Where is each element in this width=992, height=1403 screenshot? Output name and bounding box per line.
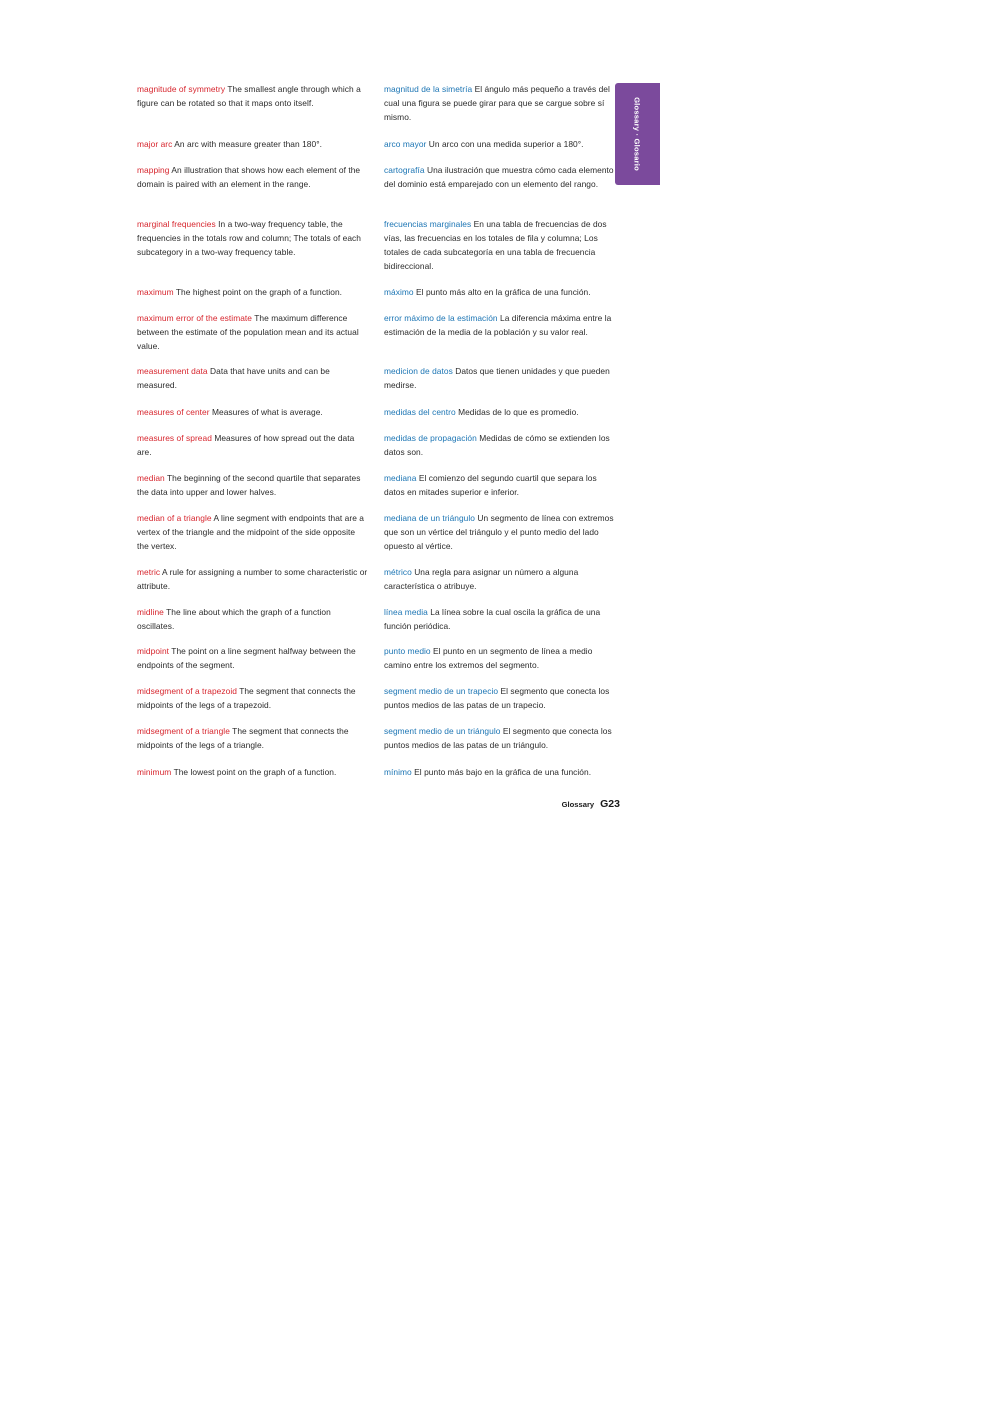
english-term: maximum: [137, 287, 174, 297]
english-definition-text: Data that have units and can be measured.: [137, 366, 330, 390]
english-term: midpoint: [137, 646, 170, 656]
spanish-term: magnitud de la simetría: [384, 84, 473, 94]
english-term: median: [137, 473, 165, 483]
english-definition-text: The line about which the graph of a function oscillates.: [137, 607, 331, 631]
spanish-term: mediana de un triángulo: [384, 513, 476, 523]
english-term: midline: [137, 607, 164, 617]
english-definition: [137, 565, 369, 593]
english-definition-text: Measures of what is average.: [211, 407, 323, 417]
english-definition-text: An arc with measure greater than 180°.: [174, 139, 322, 149]
spanish-term: medicion de datos: [384, 366, 453, 376]
spanish-definition: [384, 765, 616, 779]
spanish-definition: [384, 285, 616, 299]
spanish-definition-text: Un arco con una medida superior a 180°.: [428, 139, 584, 149]
english-term: minimum: [137, 767, 172, 777]
spanish-definition: [384, 565, 616, 593]
spanish-definition: [384, 471, 616, 499]
page-number: G23: [600, 798, 620, 810]
english-definition: [137, 511, 369, 553]
english-definition: [137, 431, 369, 459]
spanish-definition: [384, 82, 616, 124]
spanish-term: medidas de propagación: [384, 433, 477, 443]
spanish-definition-text: Medidas de lo que es promedio.: [458, 407, 579, 417]
spanish-definition: [384, 644, 616, 672]
english-definition-text: The segment that connects the midpoints of the legs of a triangle.: [137, 726, 349, 750]
english-definition: [137, 684, 369, 712]
english-term: measures of center: [137, 407, 210, 417]
english-definition-text: A line segment with endpoints that are a vertex of the triangle and the midpoint of the side opposite the vertex.: [137, 513, 365, 551]
spanish-definition-text: Medidas de cómo se extienden los datos son.: [384, 433, 610, 457]
spanish-term: frecuencias marginales: [384, 219, 472, 229]
spanish-definition-text: Datos que tienen unidades y que pueden medirse.: [384, 366, 610, 390]
english-definition: [137, 285, 369, 299]
english-definition-text: The lowest point on the graph of a function.: [173, 767, 337, 777]
spanish-term: medidas del centro: [384, 407, 456, 417]
spanish-definition-text: El ángulo más pequeño a través del cual una figura se puede girar para que se cargue sobre sí mismo.: [384, 84, 610, 122]
english-definition: [137, 605, 369, 633]
english-definition-text: In a two-way frequency table, the frequencies in the totals row and column; The totals of each subcategory in a two-way frequency table.: [137, 219, 361, 257]
spanish-term: punto medio: [384, 646, 431, 656]
spanish-definition: [384, 684, 616, 712]
english-definition: [137, 364, 369, 392]
english-definition-text: The point on a line segment halfway between the endpoints of the segment.: [137, 646, 356, 670]
spanish-definition: [384, 217, 616, 273]
english-definition: [137, 217, 369, 259]
spanish-definition-text: La diferencia máxima entre la estimación de la media de la población y su valor real.: [384, 313, 612, 337]
spanish-term: mediana: [384, 473, 417, 483]
english-term: marginal frequencies: [137, 219, 216, 229]
english-term: mapping: [137, 165, 170, 175]
page-footer: [540, 794, 620, 812]
english-definition: [137, 765, 369, 779]
spanish-definition-text: El segmento que conecta los puntos medios de las patas de un triángulo.: [384, 726, 612, 750]
spanish-definition-text: El punto más alto en la gráfica de una función.: [416, 287, 591, 297]
english-definition-text: A rule for assigning a number to some characteristic or attribute.: [137, 567, 368, 591]
spanish-term: arco mayor: [384, 139, 427, 149]
english-definition: [137, 137, 369, 151]
english-term: midsegment of a trapezoid: [137, 686, 237, 696]
english-term: measurement data: [137, 366, 208, 376]
english-definition-text: The highest point on the graph of a function.: [175, 287, 343, 297]
spanish-term: error máximo de la estimación: [384, 313, 498, 323]
spanish-definition: [384, 431, 616, 459]
spanish-definition: [384, 137, 616, 151]
spanish-definition-text: El comienzo del segundo cuartil que separa los datos en mitades superior e inferior.: [384, 473, 597, 497]
english-definition: [137, 163, 369, 191]
english-definition-text: The smallest angle through which a figure can be rotated so that it maps onto itself.: [137, 84, 361, 108]
english-definition: [137, 724, 369, 752]
footer-label: Glossary: [561, 800, 595, 809]
spanish-definition-text: El punto en un segmento de línea a medio camino entre los extremos del segmento.: [384, 646, 593, 670]
english-definition-text: An illustration that shows how each element of the domain is paired with an element in the range.: [137, 165, 361, 189]
spanish-term: línea media: [384, 607, 428, 617]
english-definition-text: The segment that connects the midpoints of the legs of a trapezoid.: [137, 686, 356, 710]
english-definition-text: Measures of how spread out the data are.: [137, 433, 355, 457]
english-term: measures of spread: [137, 433, 212, 443]
english-term: major arc: [137, 139, 173, 149]
spanish-term: mínimo: [384, 767, 412, 777]
spanish-term: cartografía: [384, 165, 425, 175]
english-definition: [137, 311, 369, 353]
english-definition-text: The maximum difference between the estimate of the population mean and its actual value.: [137, 313, 359, 351]
spanish-definition-text: La línea sobre la cual oscila la gráfica de una función periódica.: [384, 607, 601, 631]
spanish-definition-text: El segmento que conecta los puntos medios de las patas de un trapecio.: [384, 686, 610, 710]
spanish-definition-text: Un segmento de línea con extremos que son un vértice del triángulo y el punto medio del lado opuesto al vértice.: [384, 513, 614, 551]
english-term: median of a triangle: [137, 513, 212, 523]
spanish-term: métrico: [384, 567, 412, 577]
spanish-term: máximo: [384, 287, 414, 297]
section-tab-label: Glossary · Glosario: [632, 97, 642, 171]
spanish-definition: [384, 605, 616, 633]
spanish-definition: [384, 311, 616, 339]
english-term: magnitude of symmetry: [137, 84, 226, 94]
glossary-section-tab: [615, 83, 660, 185]
spanish-definition-text: Una regla para asignar un número a alguna característica o atribuye.: [384, 567, 579, 591]
spanish-definition: [384, 724, 616, 752]
spanish-term: segment medio de un triángulo: [384, 726, 501, 736]
spanish-definition-text: El punto más bajo en la gráfica de una función.: [414, 767, 592, 777]
spanish-definition: [384, 364, 616, 392]
english-term: midsegment of a triangle: [137, 726, 230, 736]
english-definition: [137, 82, 369, 110]
spanish-definition-text: En una tabla de frecuencias de dos vías, las frecuencias en los totales de fila y columna; Los totales de cada subcategoría en una tabla de frecuencia bidireccional.: [384, 219, 607, 271]
spanish-definition-text: Una ilustración que muestra cómo cada elemento del dominio está emparejado con un elemento del rango.: [384, 165, 614, 189]
spanish-definition: [384, 163, 616, 191]
spanish-definition: [384, 405, 616, 419]
spanish-definition: [384, 511, 616, 553]
english-definition: [137, 471, 369, 499]
english-definition-text: The beginning of the second quartile that separates the data into upper and lower halves.: [137, 473, 361, 497]
english-term: maximum error of the estimate: [137, 313, 253, 323]
english-definition: [137, 644, 369, 672]
english-definition: [137, 405, 369, 419]
spanish-term: segment medio de un trapecio: [384, 686, 499, 696]
english-term: metric: [137, 567, 161, 577]
